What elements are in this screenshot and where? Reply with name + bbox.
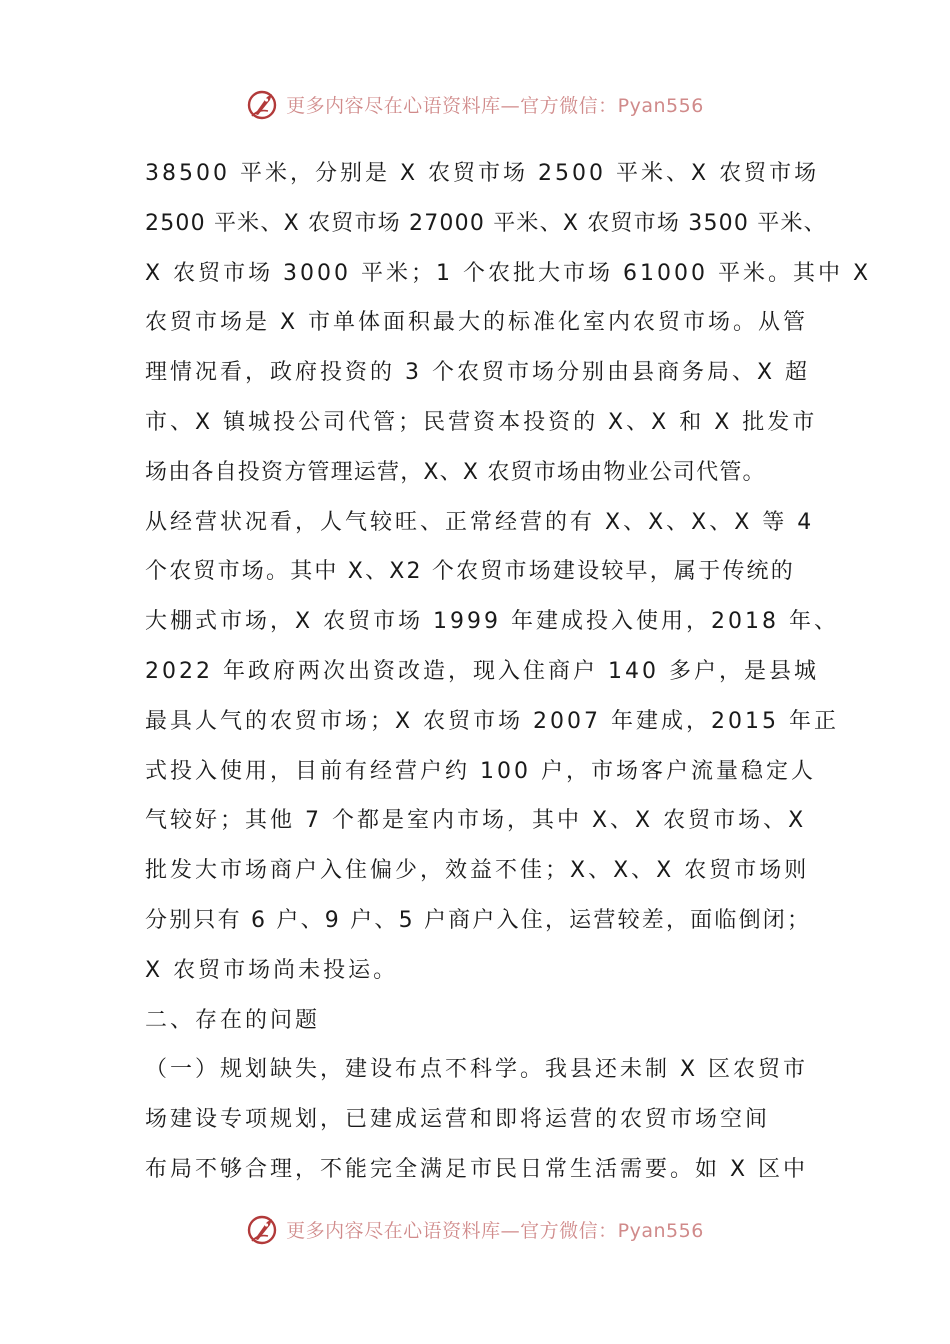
body-line: 2022 年政府两次出资改造，现入住商户 140 多户，是县城 [145, 658, 819, 684]
body-line: 38500 平米，分别是 X 农贸市场 2500 平米、X 农贸市场 [145, 161, 820, 186]
footer-watermark [0, 1209, 950, 1249]
body-line: X 农贸市场 3000 平米；1 个农批大市场 61000 平米。其中 X [145, 260, 872, 286]
body-line: 场建设专项规划，已建成运营和即将运营的农贸市场空间 [145, 1107, 771, 1133]
watermark-text: 更多内容尽在心语资料库—官方微信：Pyan556 [286, 94, 704, 117]
body-line: 理情况看，政府投资的 3 个农贸市场分别由县商务局、X 超 [145, 360, 811, 386]
watermark-text: 更多内容尽在心语资料库—官方微信：Pyan556 [286, 1219, 704, 1242]
body-line: 场由各自投资方管理运营，X、X 农贸市场由物业公司代管。 [145, 459, 766, 485]
pen-nib-logo-icon [246, 87, 280, 121]
body-line: （一）规划缺失，建设布点不科学。我县还未制 X 区农贸市 [145, 1057, 809, 1083]
body-line: 农贸市场是 X 市单体面积最大的标准化室内农贸市场。从管 [145, 310, 809, 336]
section-heading: 二、存在的问题 [145, 1007, 321, 1033]
body-line: 布局不够合理，不能完全满足市民日常生活需要。如 X 区中 [145, 1156, 809, 1182]
body-line: 2500 平米、X 农贸市场 27000 平米、X 农贸市场 3500 平米、 [145, 210, 827, 236]
body-line: X 农贸市场尚未投运。 [145, 957, 399, 983]
body-line: 市、X 镇城投公司代管；民营资本投资的 X、X 和 X 批发市 [145, 409, 818, 435]
body-line: 从经营状况看，人气较旺、正常经营的有 X、X、X、X 等 4 [145, 509, 815, 535]
document-body [145, 149, 872, 1195]
body-line: 分别只有 6 户、9 户、5 户商户入住，运营较差，面临倒闭； [145, 907, 812, 933]
body-line: 气较好；其他 7 个都是室内市场，其中 X、X 农贸市场、X [145, 808, 807, 834]
body-line: 最具人气的农贸市场；X 农贸市场 2007 年建成，2015 年正 [145, 708, 840, 734]
body-line: 个农贸市场。其中 X、X2 个农贸市场建设较早，属于传统的 [145, 559, 795, 585]
pen-nib-logo-icon [246, 1212, 280, 1246]
body-line: 批发大市场商户入住偏少，效益不佳；X、X、X 农贸市场则 [145, 858, 810, 884]
header-watermark [0, 84, 950, 124]
body-line: 式投入使用，目前有经营户约 100 户，市场客户流量稳定人 [145, 758, 816, 784]
body-line: 大棚式市场，X 农贸市场 1999 年建成投入使用，2018 年、 [145, 609, 840, 635]
